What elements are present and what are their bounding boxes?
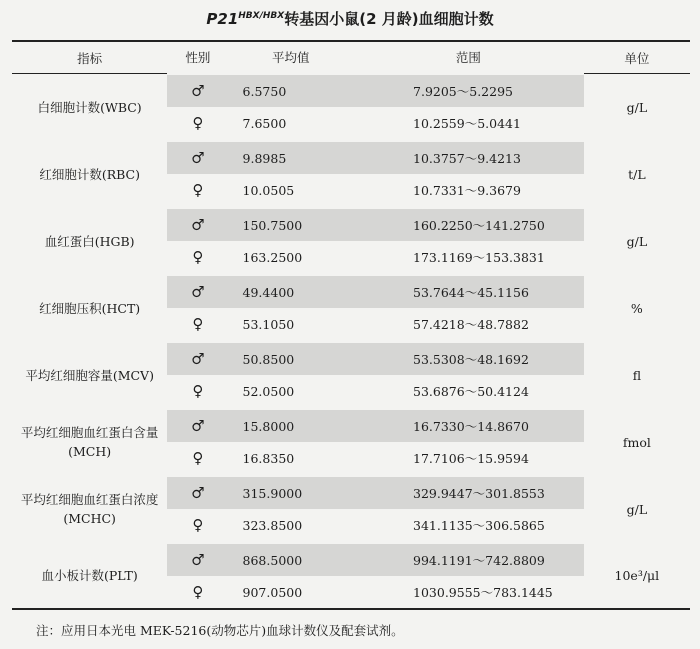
female-symbol: ♀ [167, 241, 228, 275]
table-row-male [12, 342, 690, 376]
female-symbol: ♀ [167, 174, 228, 208]
unit-cell: g/L [626, 233, 648, 249]
mean-cell: 150.7500 [229, 208, 353, 242]
table-row-male [12, 543, 690, 577]
range-cell: 53.7644～45.1156 [353, 275, 584, 309]
range-cell: 341.1135～306.5865 [353, 509, 584, 543]
female-symbol: ♀ [167, 308, 228, 342]
mean-cell: 6.5750 [229, 74, 353, 108]
unit-cell: g/L [626, 501, 648, 517]
table-row-male [12, 141, 690, 175]
male-symbol: ♂ [167, 141, 228, 175]
female-symbol: ♀ [167, 107, 228, 141]
indicator-cell: 平均红细胞容量(MCV) [25, 367, 154, 383]
indicator-cell: 平均红细胞血红蛋白含量(MCH) [20, 425, 159, 459]
female-symbol: ♀ [167, 509, 228, 543]
blood-count-table [12, 40, 690, 610]
indicator-cell: 血小板计数(PLT) [41, 567, 138, 583]
mean-cell: 16.8350 [229, 442, 353, 476]
unit-cell: fl [632, 367, 642, 383]
mean-cell: 53.1050 [229, 308, 353, 342]
header-unit: 单位 [584, 41, 690, 74]
table-row-male [12, 74, 690, 108]
male-symbol: ♂ [167, 543, 228, 577]
range-cell: 10.3757～9.4213 [353, 141, 584, 175]
indicator-cell: 红细胞压积(HCT) [39, 300, 141, 316]
mean-cell: 49.4400 [229, 275, 353, 309]
title-superscript: HBX/HBX [238, 11, 285, 21]
table-row-male [12, 275, 690, 309]
male-symbol: ♂ [167, 476, 228, 510]
range-cell: 57.4218～48.7882 [353, 308, 584, 342]
range-cell: 16.7330～14.8670 [353, 409, 584, 443]
range-cell: 329.9447～301.8553 [353, 476, 584, 510]
male-symbol: ♂ [167, 409, 228, 443]
indicator-cell: 血红蛋白(HGB) [44, 233, 135, 249]
mean-cell: 315.9000 [229, 476, 353, 510]
range-cell: 10.2559～5.0441 [353, 107, 584, 141]
range-cell: 10.7331～9.3679 [353, 174, 584, 208]
table-title [0, 8, 700, 29]
mean-cell: 323.8500 [229, 509, 353, 543]
mean-cell: 907.0500 [229, 576, 353, 609]
title-text: 转基因小鼠(2 月龄)血细胞计数 [284, 10, 494, 28]
title-gene: P21 [206, 10, 239, 28]
range-cell: 53.6876～50.4124 [353, 375, 584, 409]
female-symbol: ♀ [167, 375, 228, 409]
mean-cell: 15.8000 [229, 409, 353, 443]
indicator-cell: 白细胞计数(WBC) [37, 99, 142, 115]
mean-cell: 163.2500 [229, 241, 353, 275]
mean-cell: 10.0505 [229, 174, 353, 208]
female-symbol: ♀ [167, 442, 228, 476]
male-symbol: ♂ [167, 208, 228, 242]
footnote: 注：应用日本光电 MEK-5216(动物芯片)血球计数仪及配套试剂。 [36, 623, 404, 638]
table-body [12, 74, 690, 610]
unit-cell: 10e³/μl [614, 567, 660, 583]
unit-cell: % [630, 300, 643, 316]
range-cell: 160.2250～141.2750 [353, 208, 584, 242]
mean-cell: 52.0500 [229, 375, 353, 409]
table-row-male [12, 409, 690, 443]
header-row [12, 41, 690, 74]
mean-cell: 9.8985 [229, 141, 353, 175]
indicator-cell: 红细胞计数(RBC) [39, 166, 140, 182]
header-mean: 平均值 [229, 41, 353, 74]
mean-cell: 7.6500 [229, 107, 353, 141]
range-cell: 7.9205～5.2295 [353, 74, 584, 108]
male-symbol: ♂ [167, 275, 228, 309]
male-symbol: ♂ [167, 342, 228, 376]
mean-cell: 868.5000 [229, 543, 353, 577]
header-indicator: 指标 [12, 41, 167, 74]
range-cell: 17.7106～15.9594 [353, 442, 584, 476]
female-symbol: ♀ [167, 576, 228, 609]
header-range: 范围 [353, 41, 584, 74]
range-cell: 53.5308～48.1692 [353, 342, 584, 376]
table-row-male [12, 208, 690, 242]
range-cell: 1030.9555～783.1445 [353, 576, 584, 609]
indicator-cell: 平均红细胞血红蛋白浓度(MCHC) [20, 492, 159, 526]
header-sex: 性别 [167, 41, 228, 74]
unit-cell: fmol [622, 434, 651, 450]
table-row-male [12, 476, 690, 510]
unit-cell: t/L [628, 166, 646, 182]
range-cell: 994.1191～742.8809 [353, 543, 584, 577]
unit-cell: g/L [626, 99, 648, 115]
range-cell: 173.1169～153.3831 [353, 241, 584, 275]
male-symbol: ♂ [167, 74, 228, 108]
mean-cell: 50.8500 [229, 342, 353, 376]
